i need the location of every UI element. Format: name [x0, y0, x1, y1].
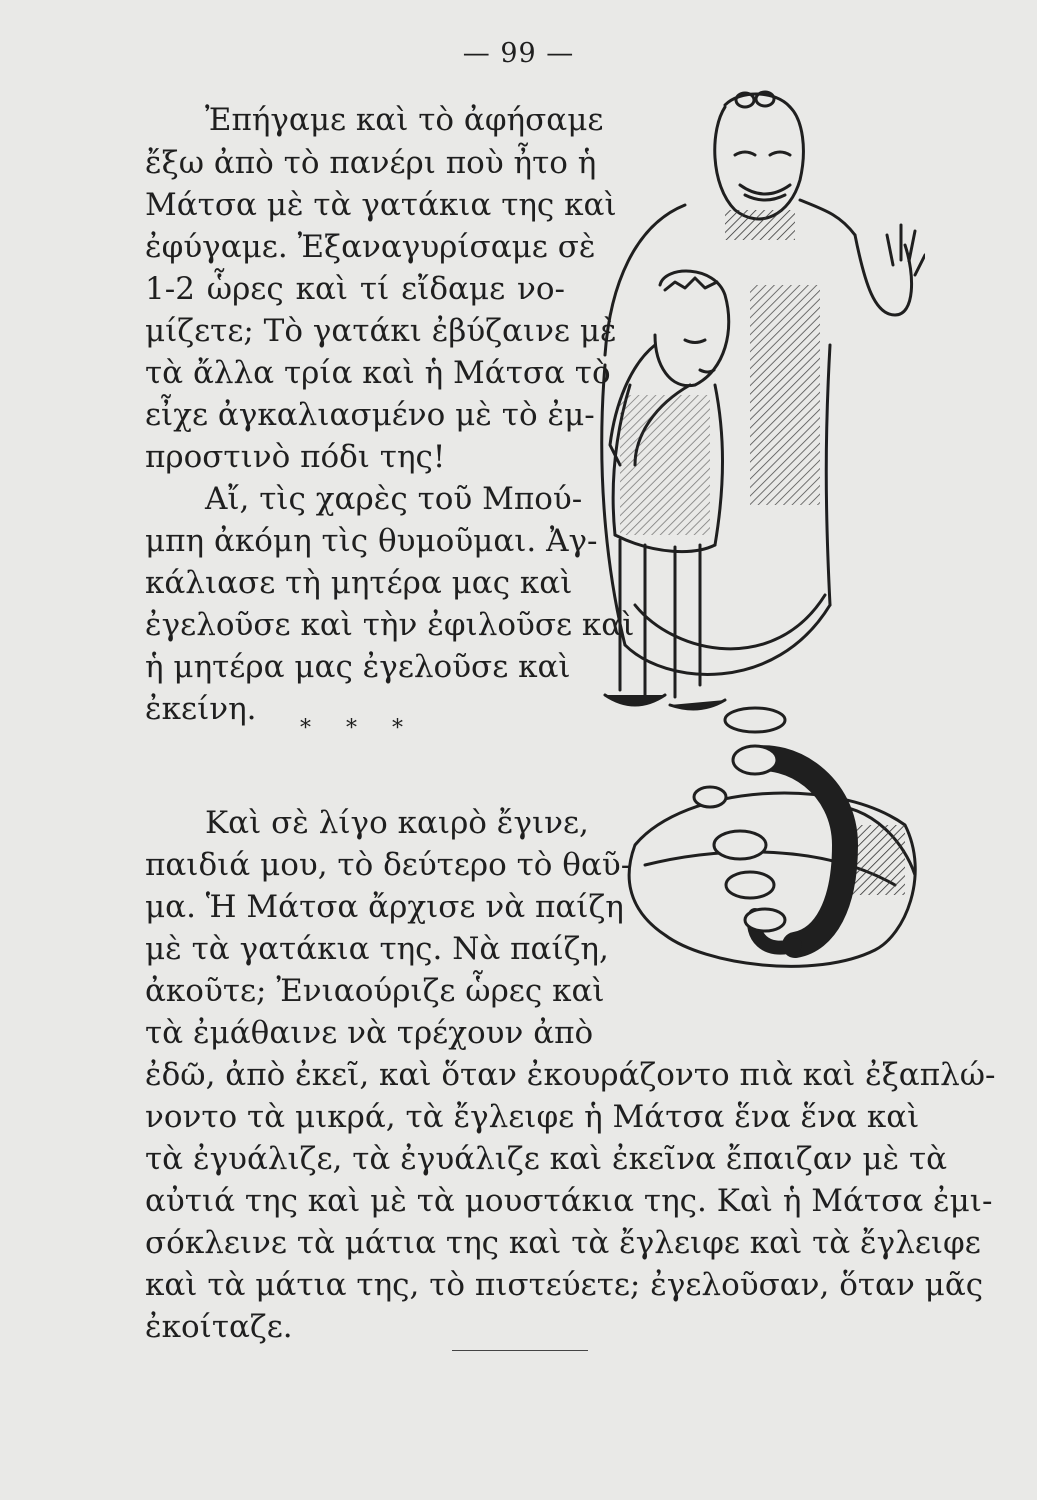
text-line: καὶ τὰ μάτια της, τὸ πιστεύετε; ἐγελοῦσαν, ὅταν μᾶς [145, 1267, 984, 1303]
text-line: προστινὸ πόδι της! [145, 439, 446, 475]
text-line: μπη ἀκόμη τὶς θυμοῦμαι. Ἀγ- [145, 523, 598, 559]
text-line: μα. Ἡ Μάτσα ἄρχισε νὰ παίζη [145, 889, 624, 925]
text-line: νοντο τὰ μικρά, τὰ ἔγλειφε ἡ Μάτσα ἕνα ἕνα καὶ [145, 1099, 920, 1135]
text-line: ἐδῶ, ἀπὸ ἐκεῖ, καὶ ὅταν ἐκουράζοντο πιὰ καὶ ἐξαπλώ- [145, 1057, 996, 1093]
section-separator: * * * [300, 716, 417, 741]
text-line: ἐκοίταζε. [145, 1309, 293, 1345]
text-line: εἶχε ἀγκαλιασμένο μὲ τὸ ἐμ- [145, 397, 595, 433]
text-line: ἀκοῦτε; Ἐνιαούριζε ὧρες καὶ [145, 973, 605, 1009]
page-number: — 99 — [462, 38, 575, 69]
text-line: κάλιασε τὴ μητέρα μας καὶ [145, 565, 573, 601]
text-line: ἐκείνη. [145, 691, 257, 727]
text-line: Καὶ σὲ λίγο καιρὸ ἔγινε, [205, 805, 589, 841]
text-line: μὲ τὰ γατάκια της. Νὰ παίζη, [145, 931, 609, 967]
text-line: ἐφύγαμε. Ἐξαναγυρίσαμε σὲ [145, 229, 596, 265]
text-line: 1-2 ὧρες καὶ τί εἴδαμε νο- [145, 271, 565, 307]
text-line: παιδιά μου, τὸ δεύτερο τὸ θαῦ- [145, 847, 632, 883]
text-line: τὰ ἐγυάλιζε, τὰ ἐγυάλιζε καὶ ἐκεῖνα ἔπαιζαν μὲ τὰ [145, 1141, 948, 1177]
footer-rule [452, 1350, 588, 1351]
text-line: τὰ ἐμάθαινε νὰ τρέχουν ἀπὸ [145, 1015, 594, 1051]
text-line: Αἴ, τὶς χαρὲς τοῦ Μπού- [205, 481, 583, 517]
text-line: ἐγελοῦσε καὶ τὴν ἐφιλοῦσε καὶ [145, 607, 635, 643]
text-line: ἡ μητέρα μας ἐγελοῦσε καὶ [145, 649, 571, 685]
text-line: Μάτσα μὲ τὰ γατάκια της καὶ [145, 187, 617, 223]
illustration-woman-boy-cat [575, 85, 925, 985]
text-line: Ἐπήγαμε καὶ τὸ ἀφήσαμε [205, 102, 604, 138]
text-line: σόκλεινε τὰ μάτια της καὶ τὰ ἔγλειφε καὶ τὰ ἔγλειφε [145, 1225, 981, 1261]
text-line: αὐτιά της καὶ μὲ τὰ μουστάκια της. Καὶ ἡ Μάτσα ἐμι- [145, 1183, 993, 1219]
text-line: μίζετε; Τὸ γατάκι ἐβύζαινε μὲ [145, 313, 617, 349]
text-line: τὰ ἄλλα τρία καὶ ἡ Μάτσα τὸ [145, 355, 611, 391]
text-line: ἔξω ἀπὸ τὸ πανέρι ποὺ ἦτο ἡ [145, 145, 597, 181]
